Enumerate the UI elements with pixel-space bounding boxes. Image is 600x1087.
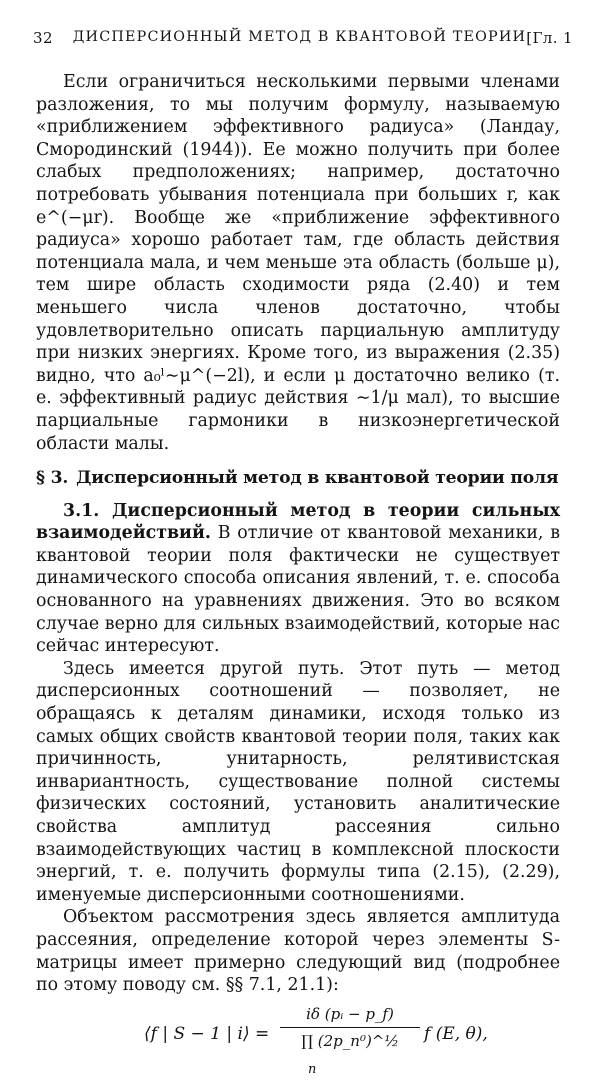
running-header: [33, 29, 573, 47]
formula-lhs: ⟨f | S − 1 | i⟩ =: [144, 1023, 270, 1044]
paragraph-dispersion-method: Здесь имеется другой путь. Этот путь — метод дисперсионных соотношений — позволяет, не обращаясь к деталям динамики, исходя только из самых общих свойств квантовой теории поля, таких как причинность, унитарность, релятивистская инвариантность, существование полной системы физических состояний, установить аналитические свойства амплитуд рассеяния сильно взаимодействующих частиц в комплексной плоскости энергий, т. е. получить формулы типа (2.15), (2.29), именуемые дисперсионными соотношениями.: [36, 658, 560, 905]
formula-denominator: ∏ (2p_n⁰)^½: [301, 1032, 399, 1051]
page-body: [36, 71, 560, 1087]
section-number: § 3.: [36, 468, 69, 489]
formula-rhs: f (E, θ),: [424, 1023, 488, 1044]
formula-fraction: [280, 1003, 420, 1077]
page-number: 32: [33, 29, 53, 47]
section-heading: [36, 467, 560, 490]
running-title: ДИСПЕРСИОННЫЙ МЕТОД В КВАНТОВОЙ ТЕОРИИ: [72, 29, 527, 45]
formula-numerator: iδ (pᵢ − p_f): [280, 1003, 420, 1029]
subsection-title: 3.1. Дисперсионный метод в теории сильных взаимодействий.: [36, 500, 560, 544]
scattering-amplitude-formula: [36, 999, 560, 1087]
subsection-paragraph: [36, 500, 560, 658]
paragraph-effective-radius: Если ограничиться несколькими первыми членами разложения, то мы получим формулу, называемую «приближением эффективного радиуса» (Ландау, Смородинский (1944)). Ее можно получить при более слабых предположениях; например, достаточно потребовать убывания потенциала при больших r, как e^(−μr). Вообще же «приближение эффективного радиуса» хорошо работает там, где область действия потенциала мала, и чем меньше эта область (больше μ), тем шире область сходимости ряда (2.40) и тем меньшего числа членов достаточно, чтобы удовлетворительно описать парциальную амплитуду при низких энергиях. Кроме того, из выражения (2.35) видно, что a₀ˡ∼μ^(−2l), и если μ достаточно велико (т. е. эффективный радиус действия ∼1/μ мал), то высшие парциальные гармоники в низкоэнергетической области малы.: [36, 72, 560, 454]
subsection-text: В отличие от квантовой механики, в квантовой теории поля фактически не существует динамического способа описания явлений, т. е. способа основанного на уравнениях движения. Это во всяком случае верно для сильных взаимодействий, которые нас сейчас интересуют.: [36, 523, 560, 657]
chapter-marker: [Гл. 1: [526, 29, 573, 47]
formula-product-index: n: [308, 1061, 317, 1077]
paragraph-scattering-amplitude: Объектом рассмотрения здесь является амплитуда рассеяния, определение которой через элементы S-матрицы имеет примерно следующий вид (подробнее по этому поводу см. §§ 7.1, 21.1):: [36, 907, 560, 996]
section-title: Дисперсионный метод в квантовой теории поля: [76, 468, 559, 489]
